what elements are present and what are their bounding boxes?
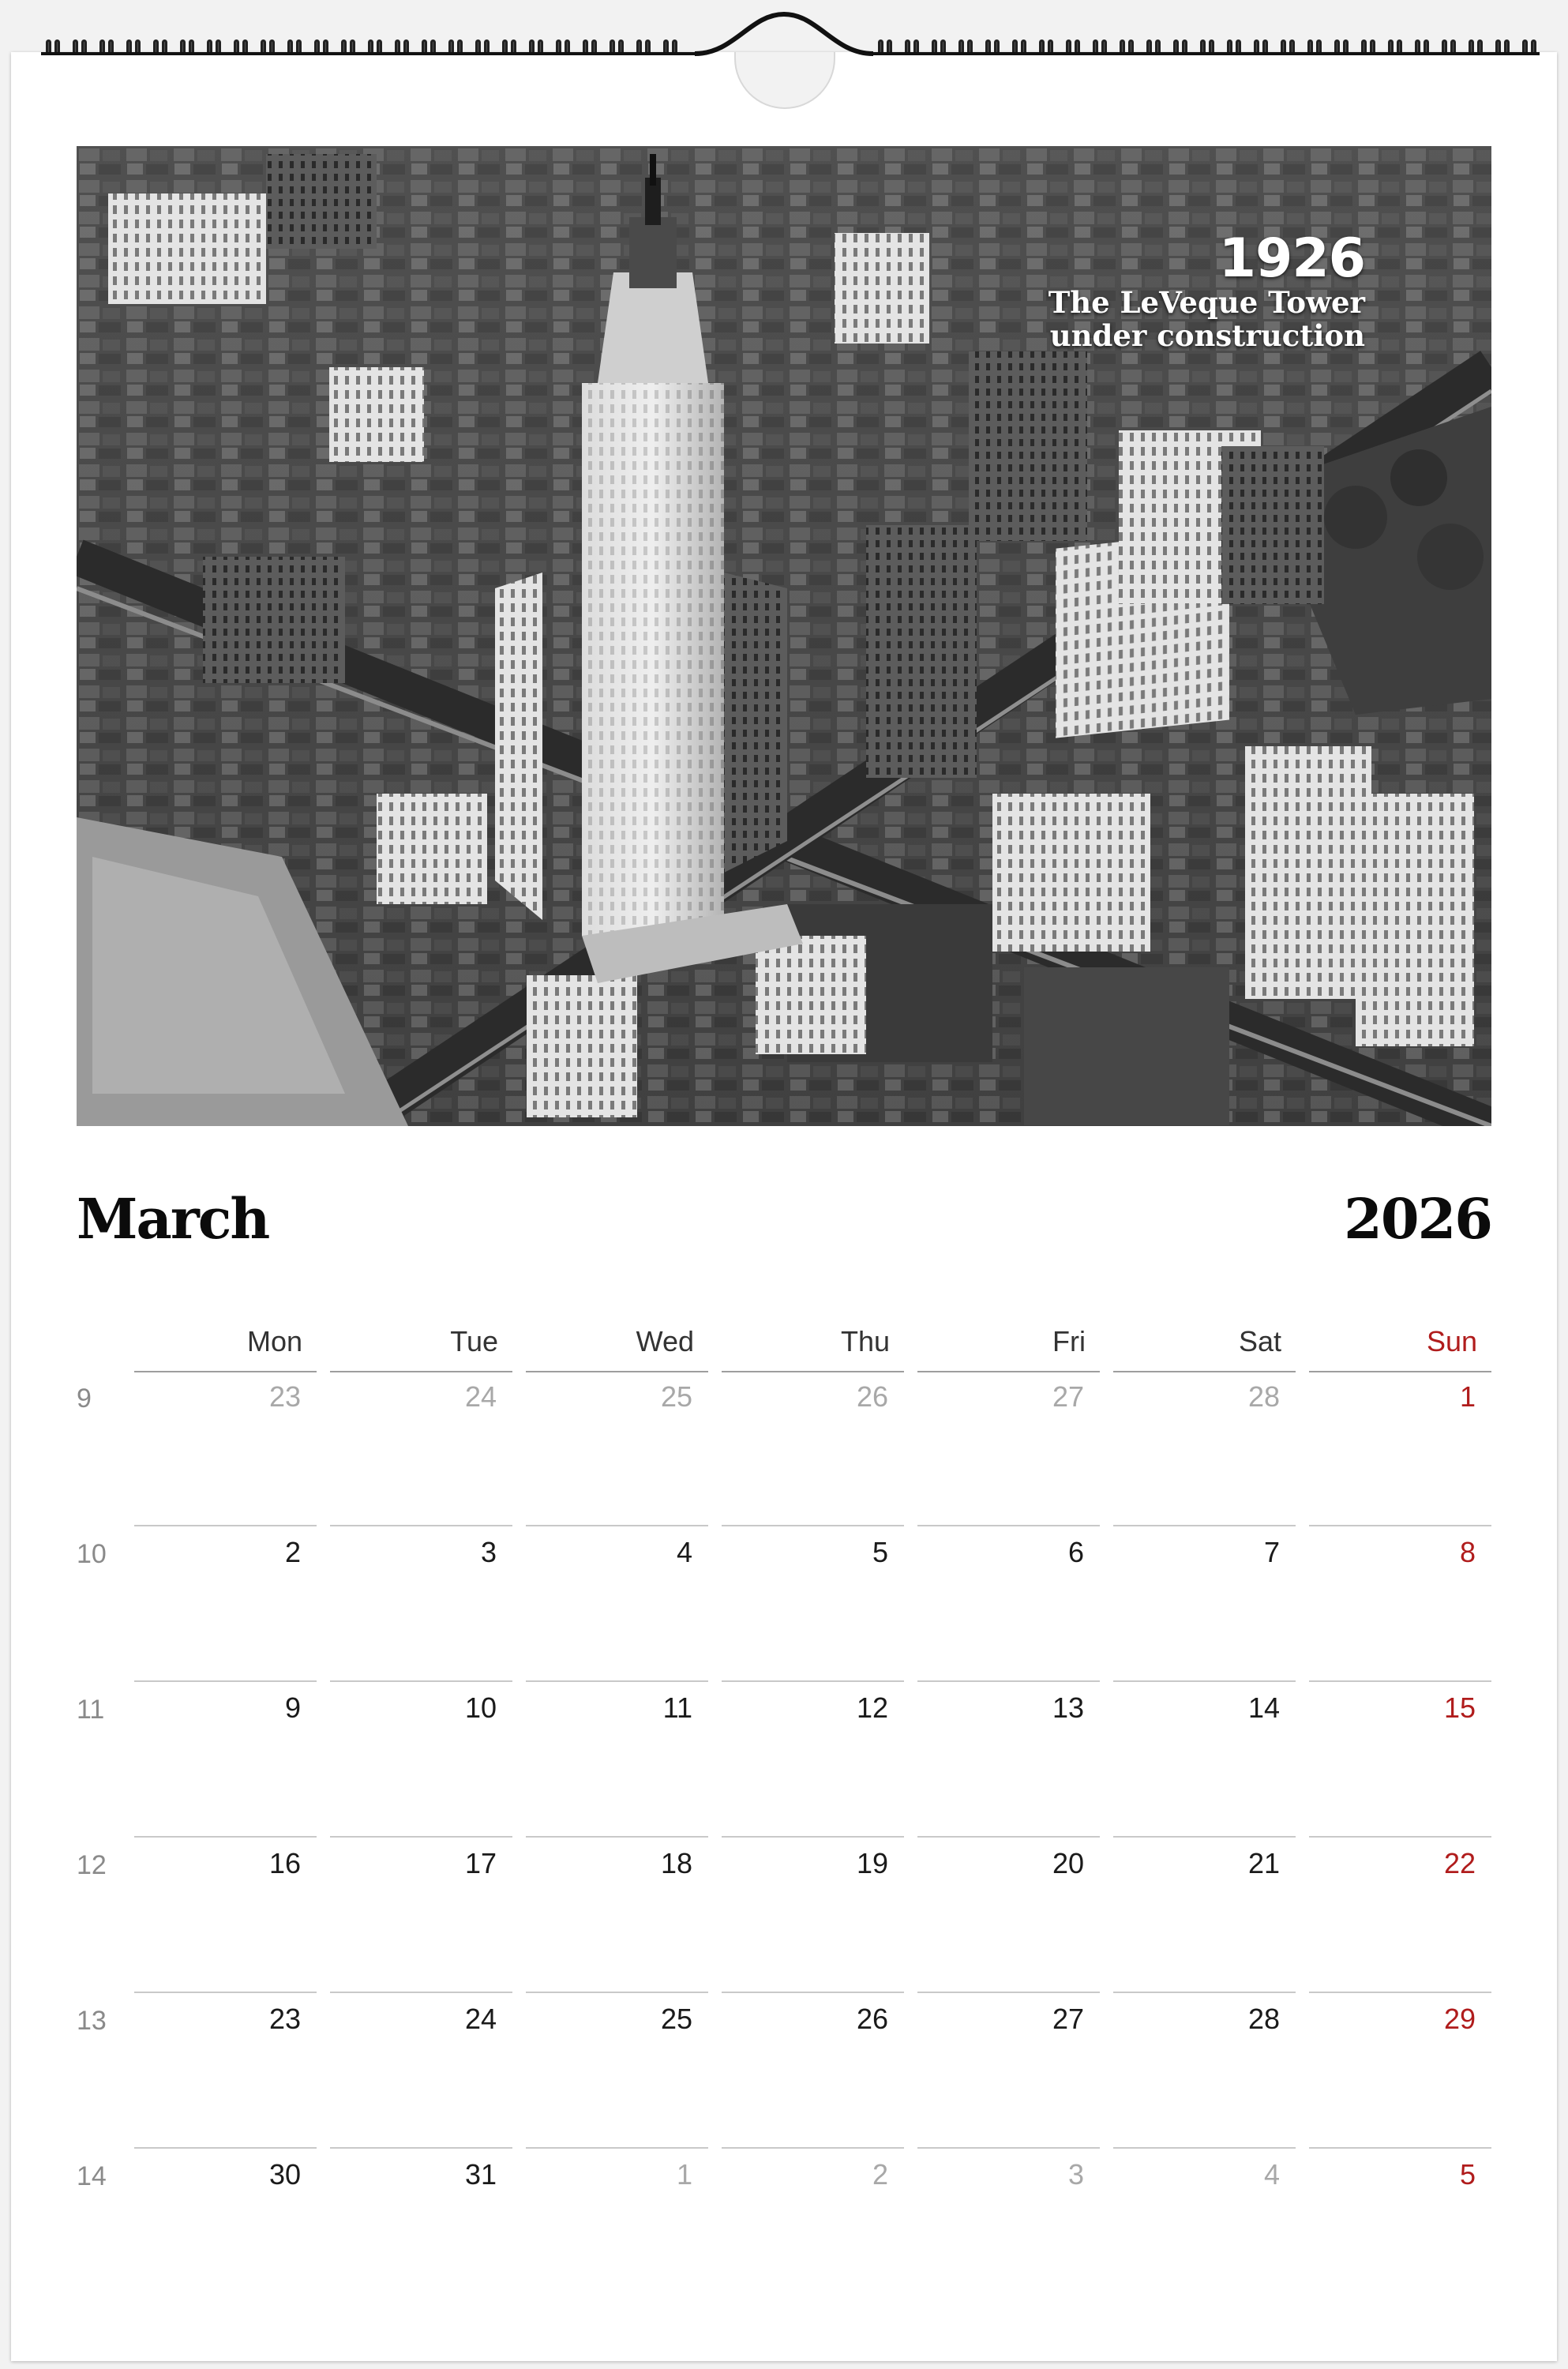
calendar-photo — [77, 146, 1491, 1126]
row-divider — [1309, 1525, 1491, 1526]
day-cell[interactable]: 23 — [268, 1380, 301, 1413]
caption-year: 1926 — [1218, 227, 1365, 290]
day-cell[interactable]: 1 — [676, 2158, 692, 2191]
header-divider — [917, 1371, 1100, 1372]
day-cell[interactable]: 2 — [872, 2158, 888, 2191]
weekday-header: Tue — [450, 1325, 498, 1357]
day-cell[interactable]: 9 — [284, 1691, 301, 1724]
row-divider — [1113, 1992, 1296, 1993]
row-divider — [917, 1680, 1100, 1682]
day-cell[interactable]: 19 — [856, 1847, 888, 1879]
header-divider — [526, 1371, 708, 1372]
week-number: 11 — [77, 1695, 105, 1725]
caption-title: The LeVeque Tower — [1048, 285, 1365, 320]
row-divider — [917, 1992, 1100, 1993]
day-cell[interactable]: 25 — [660, 1380, 692, 1413]
row-divider — [1113, 1525, 1296, 1526]
day-cell[interactable]: 17 — [464, 1847, 497, 1879]
row-divider — [1113, 2147, 1296, 2149]
day-cell[interactable]: 18 — [660, 1847, 692, 1879]
day-cell[interactable]: 4 — [1263, 2158, 1280, 2191]
day-cell[interactable]: 3 — [1067, 2158, 1084, 2191]
week-number: 10 — [77, 1539, 107, 1569]
weekday-header: Fri — [1052, 1325, 1086, 1357]
row-divider — [1309, 1680, 1491, 1682]
year-title: 2026 — [1344, 1186, 1491, 1252]
day-cell[interactable]: 16 — [268, 1847, 301, 1879]
day-cell[interactable]: 10 — [464, 1691, 497, 1724]
row-divider — [722, 1992, 904, 1993]
row-divider — [917, 1836, 1100, 1838]
row-divider — [330, 1680, 512, 1682]
day-cell[interactable]: 14 — [1247, 1691, 1280, 1724]
row-divider — [526, 1680, 708, 1682]
day-cell[interactable]: 27 — [1052, 2003, 1084, 2035]
row-divider — [330, 1836, 512, 1838]
day-cell[interactable]: 21 — [1247, 1847, 1280, 1879]
row-divider — [722, 2147, 904, 2149]
row-divider — [526, 2147, 708, 2149]
day-cell[interactable]: 2 — [284, 1536, 301, 1568]
row-divider — [722, 1836, 904, 1838]
day-cell[interactable]: 24 — [464, 2003, 497, 2035]
row-divider — [1113, 1836, 1296, 1838]
row-divider — [330, 1992, 512, 1993]
day-cell[interactable]: 15 — [1443, 1691, 1476, 1724]
row-divider — [1309, 1836, 1491, 1838]
row-divider — [134, 1992, 317, 1993]
row-divider — [1113, 1680, 1296, 1682]
day-cell[interactable]: 28 — [1247, 1380, 1280, 1413]
day-cell[interactable]: 27 — [1052, 1380, 1084, 1413]
row-divider — [722, 1525, 904, 1526]
day-cell[interactable]: 22 — [1443, 1847, 1476, 1879]
row-divider — [526, 1836, 708, 1838]
week-number: 13 — [77, 2006, 107, 2036]
day-cell[interactable]: 4 — [676, 1536, 692, 1568]
day-cell[interactable]: 26 — [856, 2003, 888, 2035]
row-divider — [917, 2147, 1100, 2149]
day-cell[interactable]: 31 — [464, 2158, 497, 2191]
day-cell[interactable]: 7 — [1263, 1536, 1280, 1568]
day-cell[interactable]: 20 — [1052, 1847, 1084, 1879]
weekday-header: Sat — [1238, 1325, 1281, 1357]
row-divider — [330, 1525, 512, 1526]
week-number: 12 — [77, 1850, 107, 1880]
day-cell[interactable]: 8 — [1459, 1536, 1476, 1568]
weekday-header: Thu — [840, 1325, 890, 1357]
week-number: 14 — [77, 2161, 107, 2191]
day-cell[interactable]: 24 — [464, 1380, 497, 1413]
day-cell[interactable]: 6 — [1067, 1536, 1084, 1568]
day-cell[interactable]: 3 — [480, 1536, 497, 1568]
header-divider — [1309, 1371, 1491, 1372]
day-cell[interactable]: 5 — [1459, 2158, 1476, 2191]
row-divider — [1309, 2147, 1491, 2149]
day-cell[interactable]: 11 — [662, 1691, 692, 1724]
row-divider — [134, 1836, 317, 1838]
row-divider — [722, 1680, 904, 1682]
day-cell[interactable]: 12 — [856, 1691, 888, 1724]
header-divider — [1113, 1371, 1296, 1372]
row-divider — [134, 1525, 317, 1526]
day-cell[interactable]: 28 — [1247, 2003, 1280, 2035]
header-divider — [722, 1371, 904, 1372]
row-divider — [526, 1992, 708, 1993]
row-divider — [1309, 1992, 1491, 1993]
header-divider — [134, 1371, 317, 1372]
caption-subtitle: under construction — [1049, 318, 1365, 353]
hanger-wire — [0, 0, 1568, 79]
header-divider — [330, 1371, 512, 1372]
day-cell[interactable]: 13 — [1052, 1691, 1084, 1724]
day-cell[interactable]: 30 — [268, 2158, 301, 2191]
month-title: March — [77, 1186, 269, 1252]
row-divider — [134, 2147, 317, 2149]
day-cell[interactable]: 26 — [856, 1380, 888, 1413]
weekday-header: Sun — [1426, 1325, 1477, 1357]
weekday-header: Wed — [636, 1325, 694, 1357]
row-divider — [917, 1525, 1100, 1526]
week-number: 9 — [77, 1383, 92, 1414]
row-divider — [134, 1680, 317, 1682]
day-cell[interactable]: 5 — [872, 1536, 888, 1568]
day-cell[interactable]: 1 — [1459, 1380, 1476, 1413]
weekday-header: Mon — [246, 1325, 302, 1357]
row-divider — [526, 1525, 708, 1526]
day-cell[interactable]: 25 — [660, 2003, 692, 2035]
row-divider — [330, 2147, 512, 2149]
day-cell[interactable]: 29 — [1443, 2003, 1476, 2035]
day-cell[interactable]: 23 — [268, 2003, 301, 2035]
